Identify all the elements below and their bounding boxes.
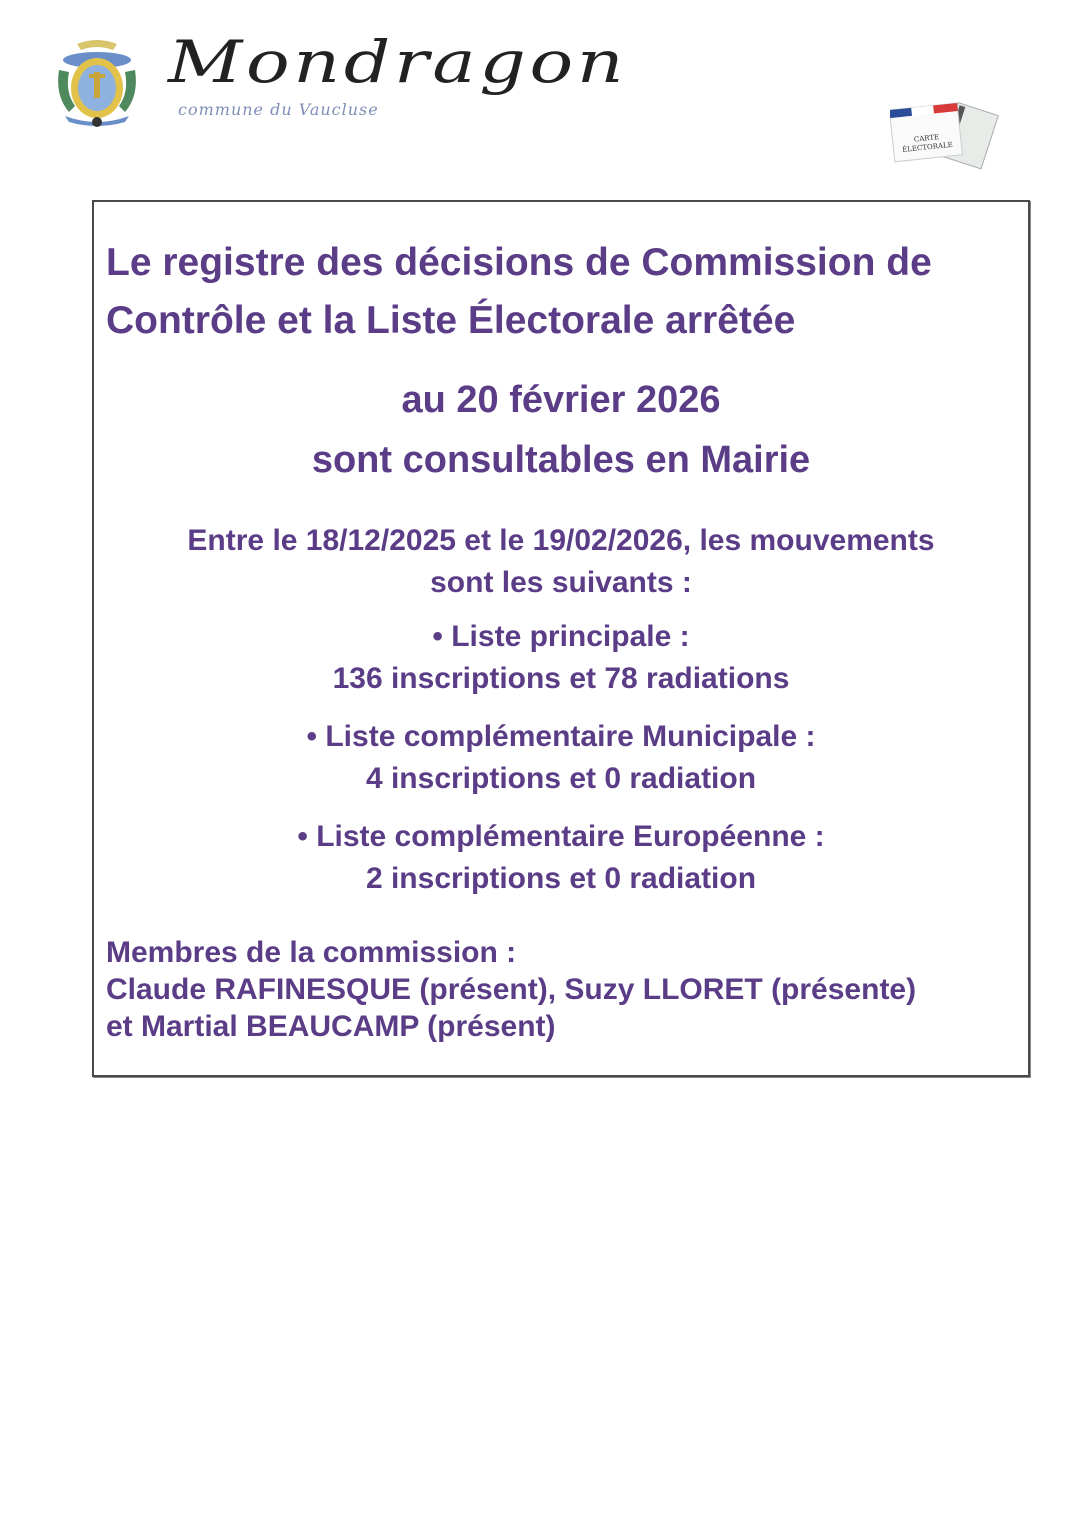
bullet-icon: • — [432, 620, 443, 653]
coat-of-arms-icon — [55, 36, 139, 128]
list-name: Liste complémentaire Européenne : — [316, 820, 825, 853]
location-line: sont consultables en Mairie — [311, 439, 811, 481]
bullet-icon: • — [306, 720, 318, 753]
list-item-europeenne — [94, 816, 1028, 900]
list-detail: 2 inscriptions et 0 radiation — [365, 862, 757, 895]
period-block — [94, 520, 1028, 604]
svg-text:CARTE: CARTE — [913, 133, 940, 144]
voter-card-icon — [890, 98, 1000, 170]
notice-box — [92, 200, 1030, 1077]
title-line-1: Le registre des décisions de Commission de — [106, 241, 932, 284]
list-detail: 136 inscriptions et 78 radiations — [332, 662, 790, 695]
list-item-municipale — [94, 716, 1028, 800]
title-line-2: Contrôle et la Liste Électorale arrêtée — [106, 299, 796, 342]
period-line-1: Entre le 18/12/2025 et le 19/02/2026, les mouvements — [187, 524, 935, 557]
list-name: Liste principale : — [451, 620, 690, 653]
logo-subtitle: commune du Vaucluse — [178, 100, 379, 119]
svg-text:ÉLECTORALE: ÉLECTORALE — [901, 140, 954, 154]
list-name: Liste complémentaire Municipale : — [325, 720, 816, 753]
commission-members — [106, 934, 916, 1045]
date-line: au 20 février 2026 — [401, 379, 721, 421]
members-label: Membres de la commission : — [106, 936, 517, 969]
bullet-icon: • — [297, 820, 308, 853]
logo-wordmark: Mondragon — [168, 28, 628, 96]
notice-title — [106, 234, 932, 350]
members-line-1: Claude RAFINESQUE (présent), Suzy LLORET (présente) — [106, 973, 917, 1006]
list-item-principale — [94, 616, 1028, 700]
members-line-2: et Martial BEAUCAMP (présent) — [106, 1010, 556, 1043]
period-line-2: sont les suivants : — [430, 566, 692, 599]
list-detail: 4 inscriptions et 0 radiation — [365, 762, 757, 795]
date-block — [94, 370, 1028, 490]
